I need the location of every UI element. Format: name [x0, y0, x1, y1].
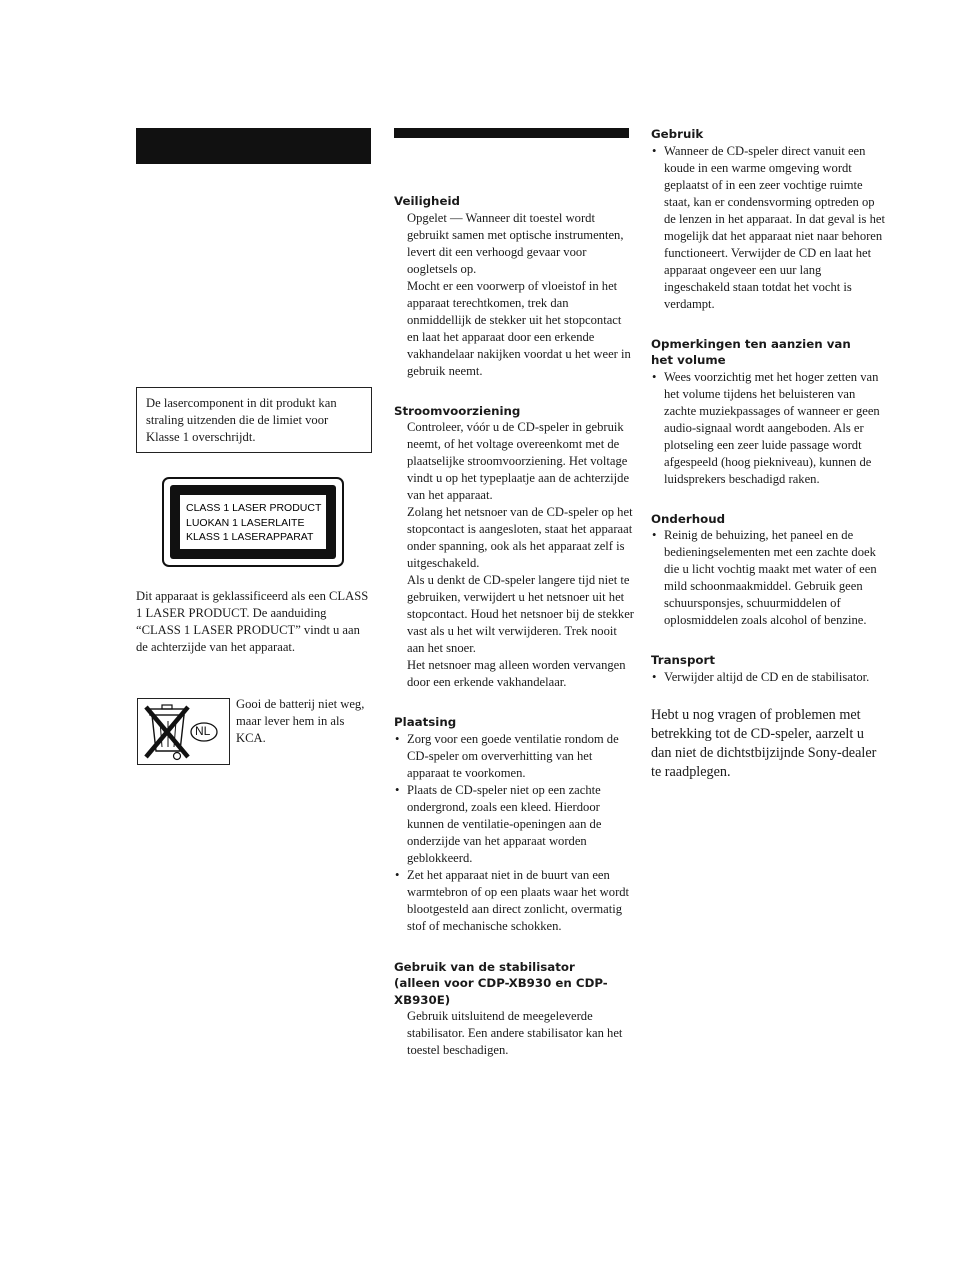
battery-disposal-symbol: [137, 698, 230, 765]
laser-warning-box: [136, 387, 372, 453]
stabilisator-paragraph: Gebruik uitsluitend de meegeleverde stabilisator. Een andere stabilisator kan het toestel beschadigen.: [407, 1009, 623, 1057]
section-stroomvoorziening: [394, 403, 634, 692]
section-onderhoud: [651, 511, 889, 630]
plaatsing-item-1: • Zorg voor een goede ventilatie rondom de CD-speler om oververhitting van het apparaat te voorkomen.: [394, 731, 634, 782]
volume-item-1: • Wees voorzichtig met het hoger zetten van het volume tijdens het beluisteren van zachte muziekpassages of wanneer er geen audio-signaal wordt aangeboden. Als er plotseling een zeer luide passage wordt afgespeeld (hoog piekniveau), kunnen de luidsprekers beschadigd raken.: [651, 369, 889, 488]
plaatsing-item-2: • Plaats de CD-speler niet op een zachte ondergrond, zoals een kleed. Hierdoor kunnen de ventilatie-openingen aan de onderzijde van het apparaat worden geblokkeerd.: [394, 782, 634, 867]
stroom-paragraph-2: Zolang het netsnoer van de CD-speler op het stopcontact is aangesloten, staat het apparaat onder spanning, ook als het apparaat zelf is uitgeschakeld.: [407, 505, 633, 570]
plaatsing-item-3: • Zet het apparaat niet in de buurt van een warmtebron of op een plaats waar het wordt blootgesteld aan direct zonlicht, overmatig stof of mechanische schokken.: [394, 867, 634, 935]
heading-stroomvoorziening: Stroomvoorziening: [394, 403, 521, 418]
laser-class-paragraph: [136, 588, 371, 656]
battery-text: Gooi de batterij niet weg, maar lever hem in als KCA.: [236, 697, 365, 745]
section-transport: [651, 652, 889, 686]
laser-label-line-1: CLASS 1 LASER PRODUCT: [186, 502, 322, 514]
onderhoud-item-1: • Reinig de behuizing, het paneel en de bedieningselementen met een zachte doek die u licht vochtig maakt met water of een mild schoonmaakmiddel. Gebruik geen schuursponsjes, schuurmiddelen of oplosmiddelen zoals alcohol of benzine.: [651, 527, 889, 629]
left-header-bar: [136, 128, 371, 164]
laser-warning-text: De lasercomponent in dit produkt kan straling uitzenden die de limiet voor Klasse 1 overschrijdt.: [146, 396, 337, 444]
heading-plaatsing: Plaatsing: [394, 715, 457, 729]
battery-paragraph: [236, 696, 374, 747]
section-plaatsing: [394, 714, 634, 935]
section-volume: [651, 336, 889, 488]
heading-stabilisator: Gebruik van de stabilisator (alleen voor CDP-XB930 en CDP-XB930E): [394, 959, 608, 1007]
laser-label-line-2: LUOKAN 1 LASERLAITE: [186, 516, 305, 529]
section-stabilisator: [394, 959, 634, 1060]
transport-item-1: • Verwijder altijd de CD en de stabilisator.: [651, 669, 889, 686]
closing-paragraph: Hebt u nog vragen of problemen met betrekking tot de CD-speler, aarzelt u dan niet de dichtstbijzijnde Sony-dealer te raadplegen.: [651, 706, 877, 780]
laser-label-line-3: KLASS 1 LASERAPPARAT: [186, 531, 314, 543]
middle-header-bar: [394, 128, 629, 138]
battery-nl-label: NL: [195, 724, 211, 738]
veiligheid-paragraph-2: Mocht er een voorwerp of vloeistof in het apparaat terechtkomen, trek dan onmiddellijk de stekker uit het stopcontact en laat het apparaat door een erkende vakhandelaar nakijken voordat u het weer in gebruik neemt.: [407, 278, 631, 378]
gebruik-item-1: • Wanneer de CD-speler direct vanuit een koude in een warme omgeving wordt geplaatst of in een zeer vochtige ruimte staat, kan er condensvorming optreden op de lenzen in het apparaat. In dat geval is het mogelijk dat het apparaat niet naar behoren functioneert. Verwijder de CD en laat het apparaat ongeveer een uur lang ingeschakeld staan totdat het vocht is verdampt.: [651, 143, 889, 313]
section-gebruik: [651, 126, 889, 313]
stroom-paragraph-1: Controleer, vóór u de CD-speler in gebruik neemt, of het voltage overeenkomt met de plaatselijke stroomvoorziening. Het voltage vindt u op het typeplaatje aan de achterzijde van het apparaat.: [407, 420, 630, 502]
heading-gebruik: Gebruik: [651, 127, 704, 141]
laser-class-text: Dit apparaat is geklassificeerd als een CLASS 1 LASER PRODUCT. De aanduiding “CLASS 1 LASER PRODUCT” vindt u aan de achterzijde van het apparaat.: [136, 589, 369, 654]
class1-laser-label: [162, 477, 344, 567]
crossed-bin-icon: [138, 699, 229, 764]
right-column: [651, 126, 889, 782]
middle-column: [394, 193, 634, 1059]
heading-volume: Opmerkingen ten aanzien van het volume: [651, 336, 851, 367]
stroom-paragraph-3: Als u denkt de CD-speler langere tijd niet te gebruiken, verwijdert u het netsnoer uit het stopcontact. Houd het netsnoer bij de stekker vast als u het wilt verwijderen. Trek nooit aan het snoer.: [407, 573, 634, 655]
section-veiligheid: [394, 193, 634, 380]
heading-transport: Transport: [651, 653, 715, 667]
heading-veiligheid: Veiligheid: [394, 194, 460, 208]
stroom-paragraph-4: Het netsnoer mag alleen worden vervangen door een erkende vakhandelaar.: [407, 658, 626, 689]
heading-onderhoud: Onderhoud: [651, 511, 726, 526]
veiligheid-paragraph-1: Opgelet — Wanneer dit toestel wordt gebruikt samen met optische instrumenten, levert dit een verhoogd gevaar voor oogletsels op.: [407, 210, 624, 276]
